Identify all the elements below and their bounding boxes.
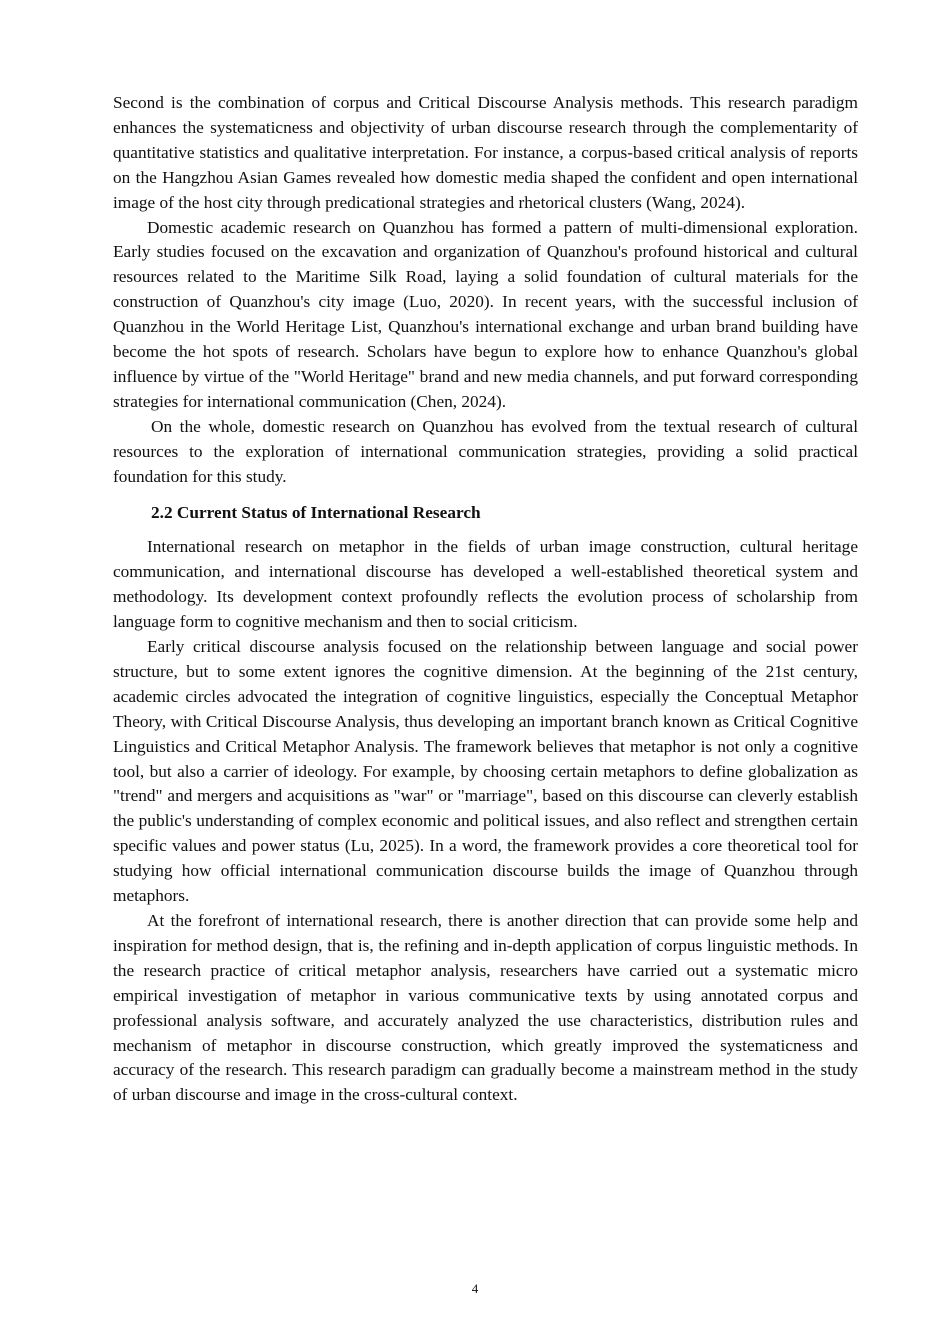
paragraph-domestic-summary: On the whole, domestic research on Quanzhou has evolved from the textual research of cultural resources to the exploration of international communication strategies, providing a solid practical foundation for this study. — [113, 416, 858, 486]
paragraph-critical-metaphor-analysis: Early critical discourse analysis focused on the relationship between language and social power structure, but to some extent ignores the cognitive dimension. At the beginning of the 21st century, academic circles advocated the integration of cognitive linguistics, especially the Conceptual Metaphor Theory, with Critical Discourse Analysis, thus developing an important branch known as Critical Cognitive Linguistics and Critical Metaphor Analysis. The framework believes that metaphor is not only a cognitive tool, but also a carrier of ideology. For example, by choosing certain metaphors to define globalization as "trend" and mergers and acquisitions as "war" or "marriage", based on this discourse can cleverly establish the public's understanding of complex economic and political issues, and also reflect and strengthen certain specific values and power status (Lu, 2025). In a word, the framework provides a core theoretical tool for studying how official international communication discourse builds the image of Quanzhou through metaphors. — [113, 637, 858, 906]
paragraph-domestic-quanzhou-research: Domestic academic research on Quanzhou has formed a pattern of multi-dimensional exploration. Early studies focused on the excavation and organization of Quanzhou's profound historical and cultural resources related to the Maritime Silk Road, laying a solid foundation of cultural materials for the construction of Quanzhou's city image (Luo, 2020). In recent years, with the successful inclusion of Quanzhou in the World Heritage List, Quanzhou's international exchange and urban brand building have become the hot spots of research. Scholars have begun to explore how to enhance Quanzhou's global influence by virtue of the "World Heritage" brand and new media channels, and put forward corresponding strategies for international communication (Chen, 2024). — [113, 217, 858, 411]
paragraph-corpus-cda: Second is the combination of corpus and Critical Discourse Analysis methods. This research paradigm enhances the systematicness and objectivity of urban discourse research through the complementarity of quantitative statistics and qualitative interpretation. For instance, a corpus-based critical analysis of reports on the Hangzhou Asian Games revealed how domestic media shaped the confident and open international image of the host city through predicational strategies and rhetorical clusters (Wang, 2024). — [113, 93, 858, 212]
page-number: 4 — [471, 1281, 479, 1296]
paragraph-corpus-linguistic-methods: At the forefront of international research, there is another direction that can provide some help and inspiration for method design, that is, the refining and in-depth application of corpus linguistic methods. In the research practice of critical metaphor analysis, researchers have carried out a systematic micro empirical investigation of metaphor in various communicative texts by using annotated corpus and professional analysis software, and accurately analyzed the use characteristics, distribution rules and mechanism of metaphor in discourse construction, which greatly improved the systematicness and accuracy of the research. This research paradigm can gradually become a mainstream method in the study of urban discourse and image in the cross-cultural context. — [113, 911, 858, 1105]
paragraph-international-overview: International research on metaphor in the fields of urban image construction, cultural heritage communication, and international discourse has developed a well-established theoretical system and methodology. Its development context profoundly reflects the evolution process of scholarship from language form to cognitive mechanism and then to social criticism. — [113, 537, 858, 632]
section-heading: 2.2 Current Status of International Research — [151, 502, 481, 522]
document-body — [113, 91, 858, 1108]
